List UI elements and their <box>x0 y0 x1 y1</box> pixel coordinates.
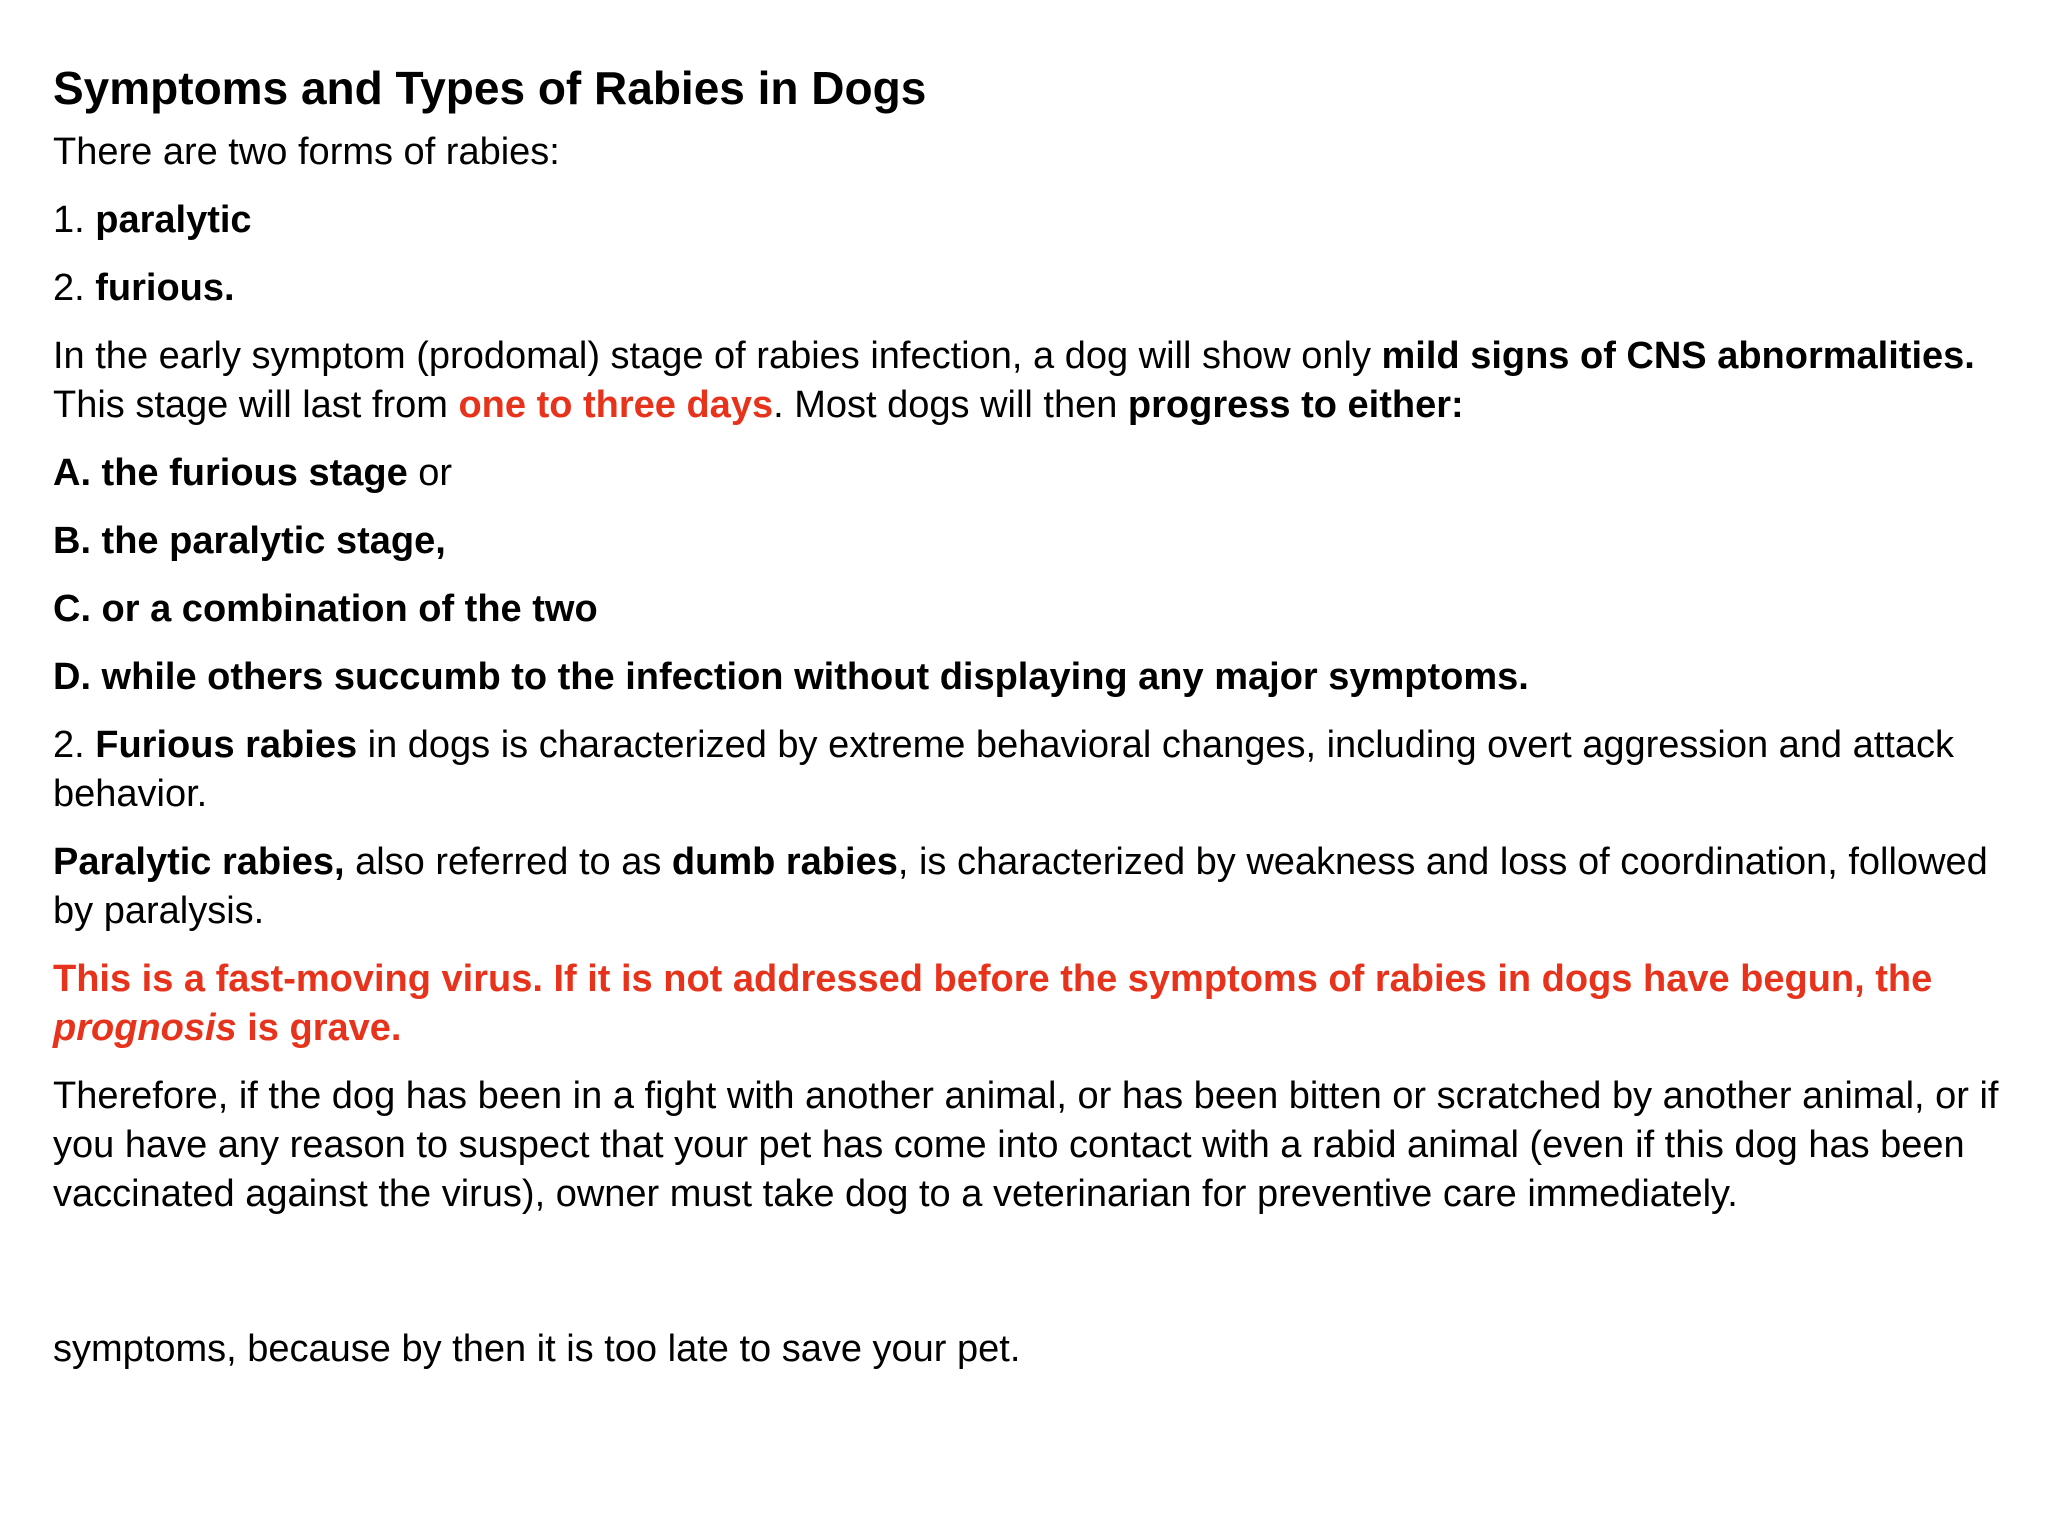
paralytic-rabies-paragraph <box>53 838 2013 936</box>
warning-italic: prognosis <box>53 1007 237 1049</box>
furious-rabies-paragraph <box>53 721 2013 819</box>
furious-rest: in dogs is characterized by extreme behavioral changes, including overt aggression and attack behavior. <box>53 724 1955 815</box>
document-page <box>53 58 2013 1393</box>
early-stage-text-2: This stage will last from <box>53 384 459 426</box>
form-item-number: 2. <box>53 267 96 309</box>
form-item-number: 1. <box>53 199 96 241</box>
stage-item-a <box>53 449 2013 498</box>
paralytic-bold-2: dumb rabies <box>671 841 898 883</box>
page-title: Symptoms and Types of Rabies in Dogs <box>53 62 927 114</box>
early-stage-text-1: In the early symptom (prodomal) stage of rabies infection, a dog will show only <box>53 335 1382 377</box>
stage-item-c: C. or a combination of the two <box>53 588 598 630</box>
furious-bold: Furious rabies <box>95 724 358 766</box>
therefore-paragraph: Therefore, if the dog has been in a fight with another animal, or has been bitten or scratched by another animal, or if you have any reason to suspect that your pet has come into contact with a rabid animal (even if this dog has been vaccinated against the virus), owner must take dog to a veterinarian for preventive care immediately. <box>53 1075 1999 1215</box>
warning-text-1: This is a fast-moving virus. If it is not addressed before the symptoms of rabies in dogs have begun, the <box>53 958 1933 1000</box>
form-item-label: furious. <box>95 267 235 309</box>
form-item-paralytic <box>53 196 2013 245</box>
stage-item-d: D. while others succumb to the infection without displaying any major symptoms. <box>53 656 1529 698</box>
paralytic-text-2: , is characterized by weakness and loss of coordination, followed by paralysis. <box>53 841 1988 932</box>
early-stage-text-3: . Most dogs will then <box>773 384 1128 426</box>
form-item-label: paralytic <box>95 199 252 241</box>
furious-number: 2. <box>53 724 96 766</box>
paralytic-bold-1: Paralytic rabies, <box>53 841 345 883</box>
form-item-furious <box>53 264 2013 313</box>
early-stage-bold-2: progress to either: <box>1127 384 1464 426</box>
early-stage-paragraph <box>53 332 2013 430</box>
warning-paragraph <box>53 955 2013 1053</box>
paralytic-text-1: also referred to as <box>344 841 672 883</box>
trailing-paragraph: symptoms, because by then it is too late to save your pet. <box>53 1328 1021 1370</box>
warning-text-2: is grave. <box>236 1007 402 1049</box>
intro-paragraph: There are two forms of rabies: <box>53 131 560 173</box>
early-stage-bold-1: mild signs of CNS abnormalities. <box>1381 335 1975 377</box>
early-stage-duration: one to three days <box>458 384 774 426</box>
stage-item-b: B. the paralytic stage, <box>53 520 446 562</box>
stage-item-a-rest: or <box>407 452 453 494</box>
stage-item-a-bold: A. the furious stage <box>53 452 408 494</box>
